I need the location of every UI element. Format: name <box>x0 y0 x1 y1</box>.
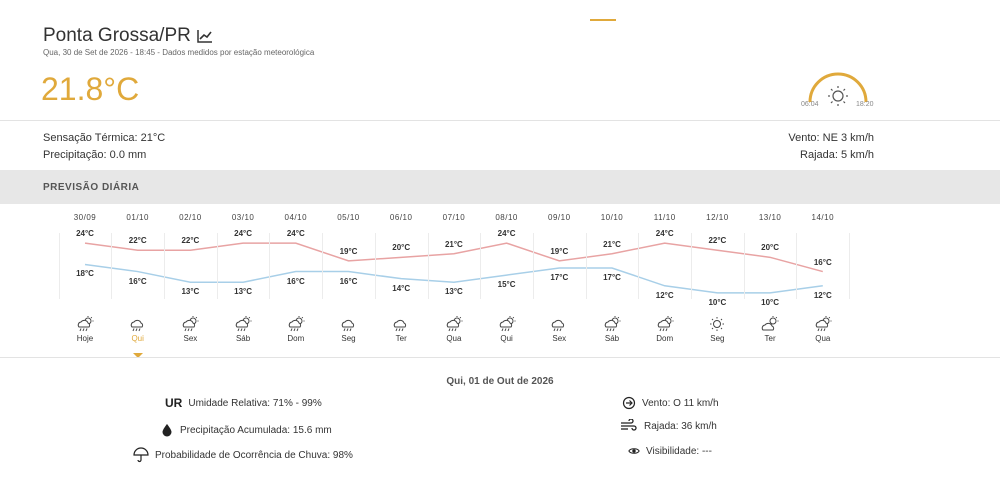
forecast-day[interactable] <box>428 208 480 348</box>
feels-like: Sensação Térmica: 21°C <box>43 132 166 144</box>
rain-sun-icon <box>75 316 95 332</box>
rain-sun-icon <box>286 316 306 332</box>
cloud-sun-icon <box>760 316 780 332</box>
min-temp-label: 12°C <box>655 290 674 300</box>
forecast-day-name: Seg <box>341 334 356 343</box>
measurement-info: Qua, 30 de Set de 2026 - 18:45 - Dados medidos por estação meteorológica <box>43 48 315 57</box>
forecast-day-name: Ter <box>395 334 407 343</box>
forecast-day-name: Dom <box>656 334 674 343</box>
gust: Rajada: 5 km/h <box>800 149 874 161</box>
precip-acc-value: Precipitação Acumulada: 15.6 mm <box>180 424 332 436</box>
forecast-date: 04/10 <box>284 213 308 222</box>
section-band <box>0 170 1000 204</box>
rain-icon <box>391 316 411 332</box>
detail-date: Qui, 01 de Out de 2026 <box>446 376 554 387</box>
forecast-day-name: Ter <box>764 334 776 343</box>
max-temp-label: 24°C <box>234 229 253 239</box>
section-title: PREVISÃO DIÁRIA <box>43 182 140 193</box>
min-temp-label: 14°C <box>392 283 411 293</box>
forecast-day[interactable] <box>797 208 849 348</box>
max-temp-label: 24°C <box>286 229 305 239</box>
max-temp-label: 22°C <box>181 236 200 246</box>
detail-wind-row <box>622 396 719 410</box>
rain-sun-icon <box>813 316 833 332</box>
forecast-day[interactable] <box>375 208 427 348</box>
forecast-date: 03/10 <box>231 213 255 222</box>
rain-sun-icon <box>180 316 200 332</box>
rain-prob-row <box>133 447 353 463</box>
rain-sun-icon <box>655 316 675 332</box>
rain-sun-icon <box>233 316 253 332</box>
forecast-date: 02/10 <box>179 213 202 222</box>
sunrise-time: 06:04 <box>801 101 819 108</box>
detail-gust-value: Rajada: 36 km/h <box>644 420 717 432</box>
min-temp-label: 13°C <box>181 287 200 297</box>
drop-icon <box>160 423 174 437</box>
min-temp-label: 10°C <box>761 297 780 307</box>
trend-chart-icon[interactable] <box>197 29 213 43</box>
max-temp-label: 22°C <box>708 236 727 246</box>
precipitation: Precipitação: 0.0 mm <box>43 149 147 161</box>
forecast-day-name: Hoje <box>76 334 94 343</box>
max-temp-label: 21°C <box>603 239 621 249</box>
precip-acc-row <box>160 423 332 437</box>
rain-icon <box>128 316 148 332</box>
forecast-day-name: Qui <box>131 334 144 343</box>
min-temp-label: 10°C <box>708 297 727 307</box>
min-temp-label: 18°C <box>76 269 94 279</box>
min-temp-label: 13°C <box>444 287 463 297</box>
forecast-date: 11/10 <box>653 213 676 222</box>
max-temp-label: 24°C <box>497 229 516 239</box>
forecast-day[interactable] <box>691 208 743 348</box>
min-temp-label: 12°C <box>813 290 832 300</box>
column-separator <box>849 233 850 299</box>
forecast-day-name: Qua <box>815 334 831 343</box>
max-temp-label: 21°C <box>444 239 463 249</box>
rain-sun-icon <box>444 316 464 332</box>
min-temp-label: 17°C <box>603 273 621 282</box>
max-temp-label: 24°C <box>655 229 674 239</box>
forecast-date: 13/10 <box>758 213 782 222</box>
max-temp-label: 19°C <box>550 246 569 256</box>
divider <box>0 120 1000 121</box>
min-temp-label: 15°C <box>497 280 516 290</box>
humidity-row <box>165 396 322 410</box>
max-temp-label: 20°C <box>761 243 780 253</box>
rain-sun-icon <box>497 316 517 332</box>
min-temp-label: 16°C <box>286 276 305 286</box>
observations-right <box>788 130 874 164</box>
forecast-day-name: Qui <box>500 334 513 343</box>
sun-icon <box>828 86 848 106</box>
rain-prob-value: Probabilidade de Ocorrência de Chuva: 98% <box>155 449 353 461</box>
forecast-date: 12/10 <box>706 213 729 222</box>
rain-sun-icon <box>602 316 622 332</box>
max-temp-label: 24°C <box>76 229 94 239</box>
forecast-day-name: Qua <box>446 334 462 343</box>
forecast-day-name: Sex <box>552 334 567 343</box>
humidity-badge: UR <box>165 396 183 410</box>
current-conditions <box>0 0 1000 120</box>
forecast-date: 09/10 <box>548 213 571 222</box>
wind-direction-icon <box>622 396 636 410</box>
daily-forecast <box>60 208 855 358</box>
current-temperature: 21.8°C <box>41 71 140 107</box>
max-temp-label: 22°C <box>128 236 147 246</box>
wind-gust-icon <box>620 419 638 433</box>
forecast-date: 14/10 <box>811 213 835 222</box>
forecast-date: 30/09 <box>73 213 97 222</box>
rain-icon <box>549 316 569 332</box>
forecast-day[interactable] <box>744 208 796 348</box>
forecast-day-name: Sex <box>183 334 198 343</box>
observations-left <box>43 130 165 164</box>
wind: Vento: NE 3 km/h <box>788 132 874 144</box>
umbrella-icon <box>133 447 149 463</box>
forecast-date: 07/10 <box>442 213 466 222</box>
rain-icon <box>339 316 359 332</box>
forecast-day[interactable] <box>164 208 216 348</box>
forecast-date: 05/10 <box>337 213 360 222</box>
sunset-time: 18:20 <box>856 101 874 108</box>
max-temp-label: 19°C <box>339 246 358 256</box>
detail-wind-value: Vento: O 11 km/h <box>642 397 719 409</box>
forecast-date: 10/10 <box>600 213 624 222</box>
forecast-date: 01/10 <box>126 213 149 222</box>
divider <box>0 357 1000 358</box>
visibility-row <box>628 444 712 458</box>
visibility-value: Visibilidade: --- <box>646 445 712 457</box>
forecast-date: 08/10 <box>495 213 518 222</box>
city-title <box>43 25 213 47</box>
max-temp-label: 16°C <box>813 257 832 267</box>
eye-icon <box>628 444 640 458</box>
max-temp-label: 20°C <box>392 243 411 253</box>
city-name: Ponta Grossa/PR <box>43 25 191 46</box>
humidity-value: Umidade Relativa: 71% - 99% <box>188 397 322 409</box>
forecast-day-name: Sáb <box>604 334 620 343</box>
min-temp-label: 16°C <box>339 276 358 286</box>
detail-gust-row <box>620 419 717 433</box>
forecast-date: 06/10 <box>389 213 413 222</box>
forecast-day-name: Sáb <box>235 334 251 343</box>
min-temp-label: 13°C <box>234 287 253 297</box>
forecast-day-name: Dom <box>287 334 305 343</box>
min-temp-label: 17°C <box>550 273 569 282</box>
forecast-day-name: Seg <box>710 334 725 343</box>
sun-icon <box>707 316 727 332</box>
min-temp-label: 16°C <box>128 276 147 286</box>
